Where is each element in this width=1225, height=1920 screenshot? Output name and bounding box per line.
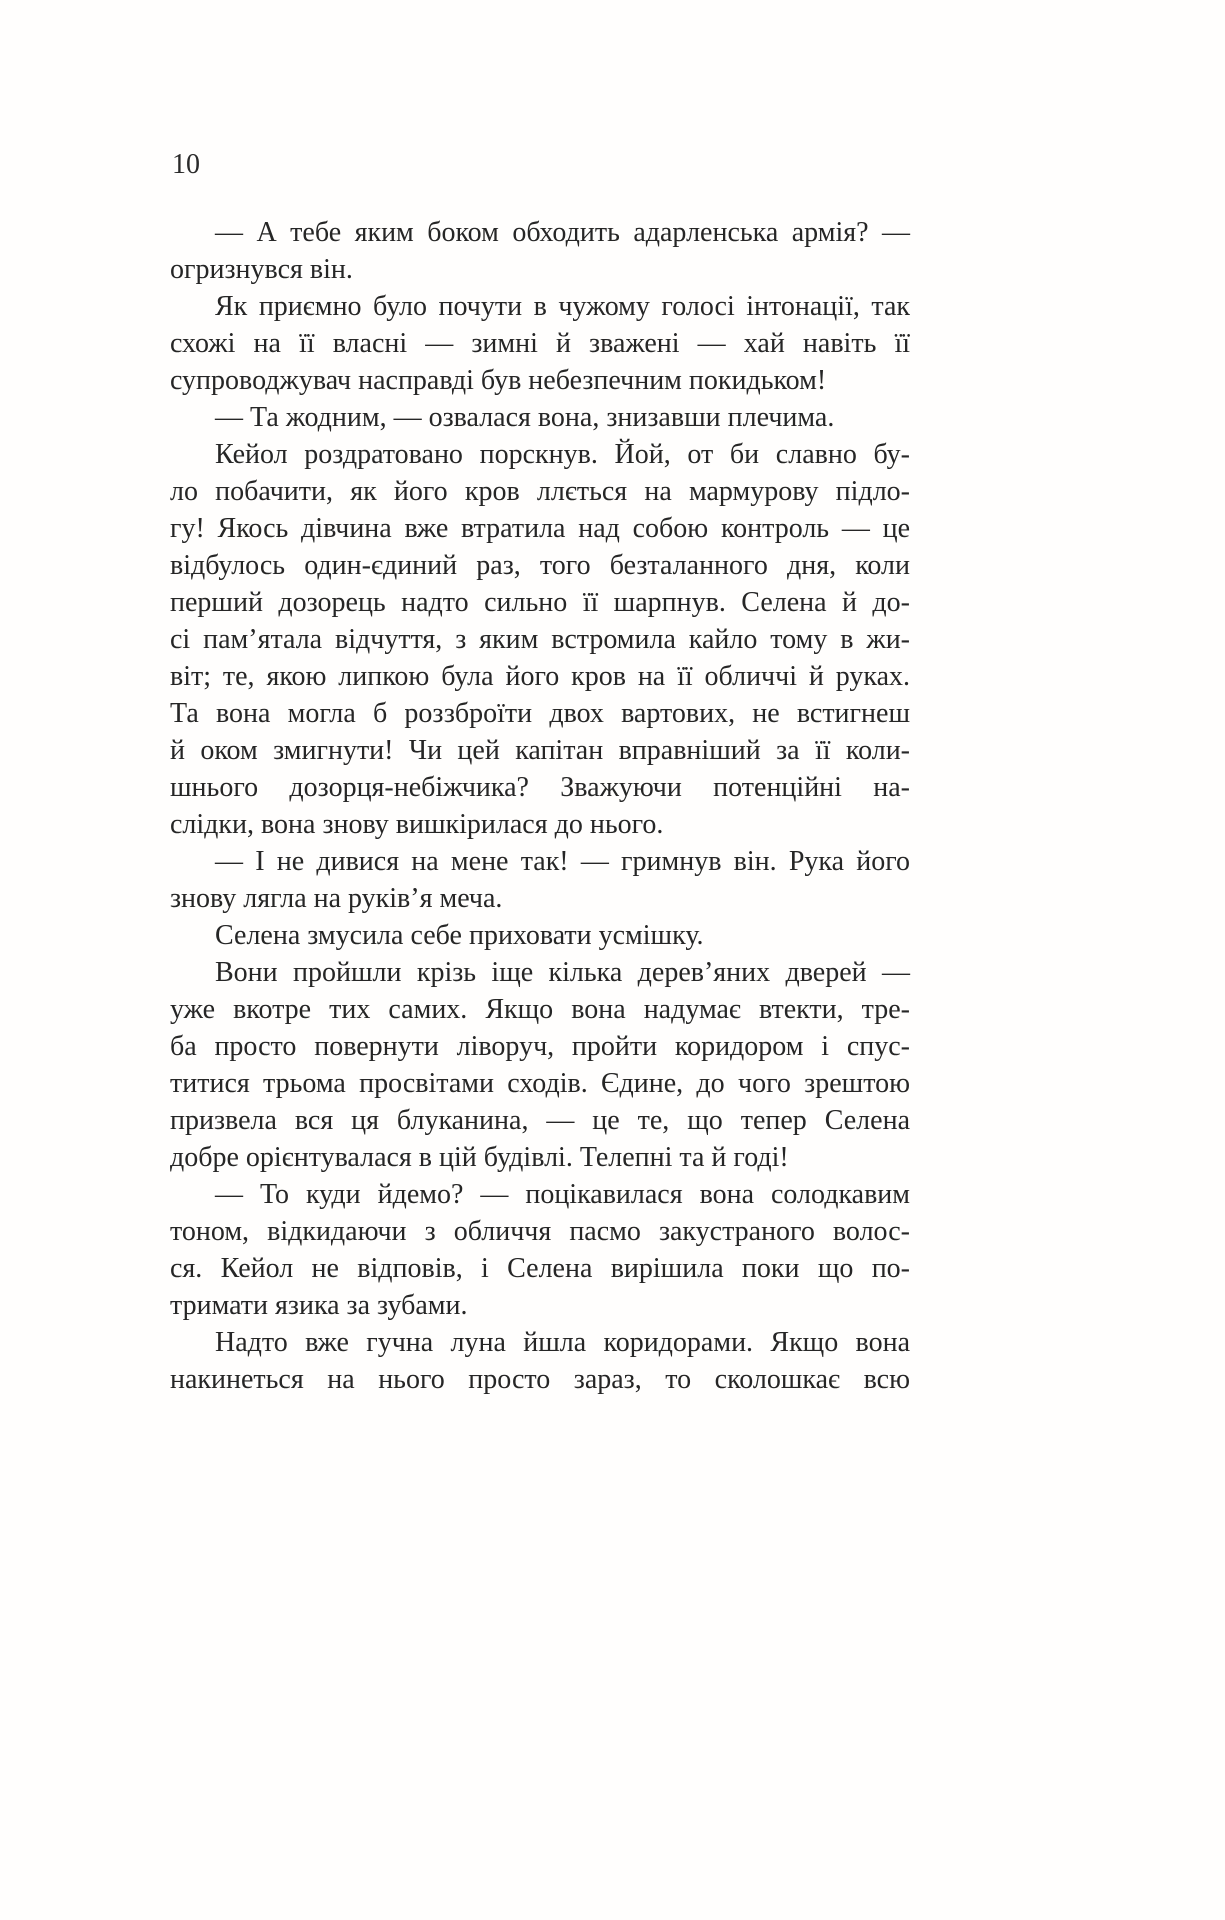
paragraph (170, 214, 910, 288)
text-line: тоном, відкидаючи з обличчя пасмо закустраного волос- (170, 1216, 910, 1247)
paragraph (170, 1176, 910, 1324)
text-line: призвела вся ця блуканина, — це те, що тепер Селена (170, 1105, 910, 1136)
page-number: 10 (172, 149, 200, 180)
text-line: Та вона могла б роззброїти двох вартових, не встигнеш (170, 698, 910, 729)
text-line: Надто вже гучна луна йшла коридорами. Якщо вона (215, 1327, 910, 1358)
paragraph (170, 1324, 910, 1398)
paragraph (170, 843, 910, 917)
text-line: Кейол роздратовано порскнув. Йой, от би славно бу- (215, 439, 910, 470)
paragraph (170, 436, 910, 843)
text-line: відбулось один-єдиний раз, того безталанного дня, коли (170, 550, 910, 581)
text-line: ся. Кейол не відповів, і Селена вирішила поки що по- (170, 1253, 910, 1284)
text-line: огризнувся він. (170, 254, 353, 285)
text-line: сі пам’ятала відчуття, з яким встромила кайло тому в жи- (170, 624, 910, 655)
paragraph (170, 288, 910, 399)
text-line: — Та жодним, — озвалася вона, знизавши плечима. (215, 402, 835, 433)
text-line: супроводжувач насправді був небезпечним покидьком! (170, 365, 827, 396)
paragraph (170, 954, 910, 1176)
text-line: титися трьома просвітами сходів. Єдине, до чого зрештою (170, 1068, 910, 1099)
text-line: Як приємно було почути в чужому голосі інтонації, так (215, 291, 910, 322)
text-line: добре орієнтувалася в цій будівлі. Телепні та й годі! (170, 1142, 789, 1173)
text-line: схожі на її власні — зимні й зважені — хай навіть її (170, 328, 910, 359)
text-line: гу! Якось дівчина вже втратила над собою контроль — це (170, 513, 910, 544)
text-line: — А тебе яким боком обходить адарленська армія? — (215, 217, 910, 248)
text-line: уже вкотре тих самих. Якщо вона надумає втекти, тре- (170, 994, 910, 1025)
text-block (170, 214, 910, 1398)
text-line: — То куди йдемо? — поцікавилася вона солодкавим (215, 1179, 910, 1210)
text-line: слідки, вона знову вишкірилася до нього. (170, 809, 664, 840)
text-line: знову лягла на руків’я меча. (170, 883, 503, 914)
text-line: Вони пройшли крізь іще кілька дерев’яних дверей — (215, 957, 910, 988)
paragraph (170, 917, 910, 954)
text-line: перший дозорець надто сильно її шарпнув. Селена й до- (170, 587, 910, 618)
text-line: віт; те, якою липкою була його кров на її обличчі й руках. (170, 661, 910, 692)
text-line: ба просто повернути ліворуч, пройти коридором і спус- (170, 1031, 910, 1062)
text-line: тримати язика за зубами. (170, 1290, 468, 1321)
text-line: — І не дивися на мене так! — гримнув він. Рука його (215, 846, 910, 877)
text-line: шнього дозорця-небіжчика? Зважуючи потенційні на- (170, 772, 910, 803)
text-line: Селена змусила себе приховати усмішку. (215, 920, 704, 951)
text-line: й оком змигнути! Чи цей капітан вправніший за її коли- (170, 735, 910, 766)
text-line: накинеться на нього просто зараз, то сколошкає всю (170, 1364, 910, 1395)
paragraph (170, 399, 910, 436)
text-line: ло побачити, як його кров ллється на мармурову підло- (170, 476, 910, 507)
